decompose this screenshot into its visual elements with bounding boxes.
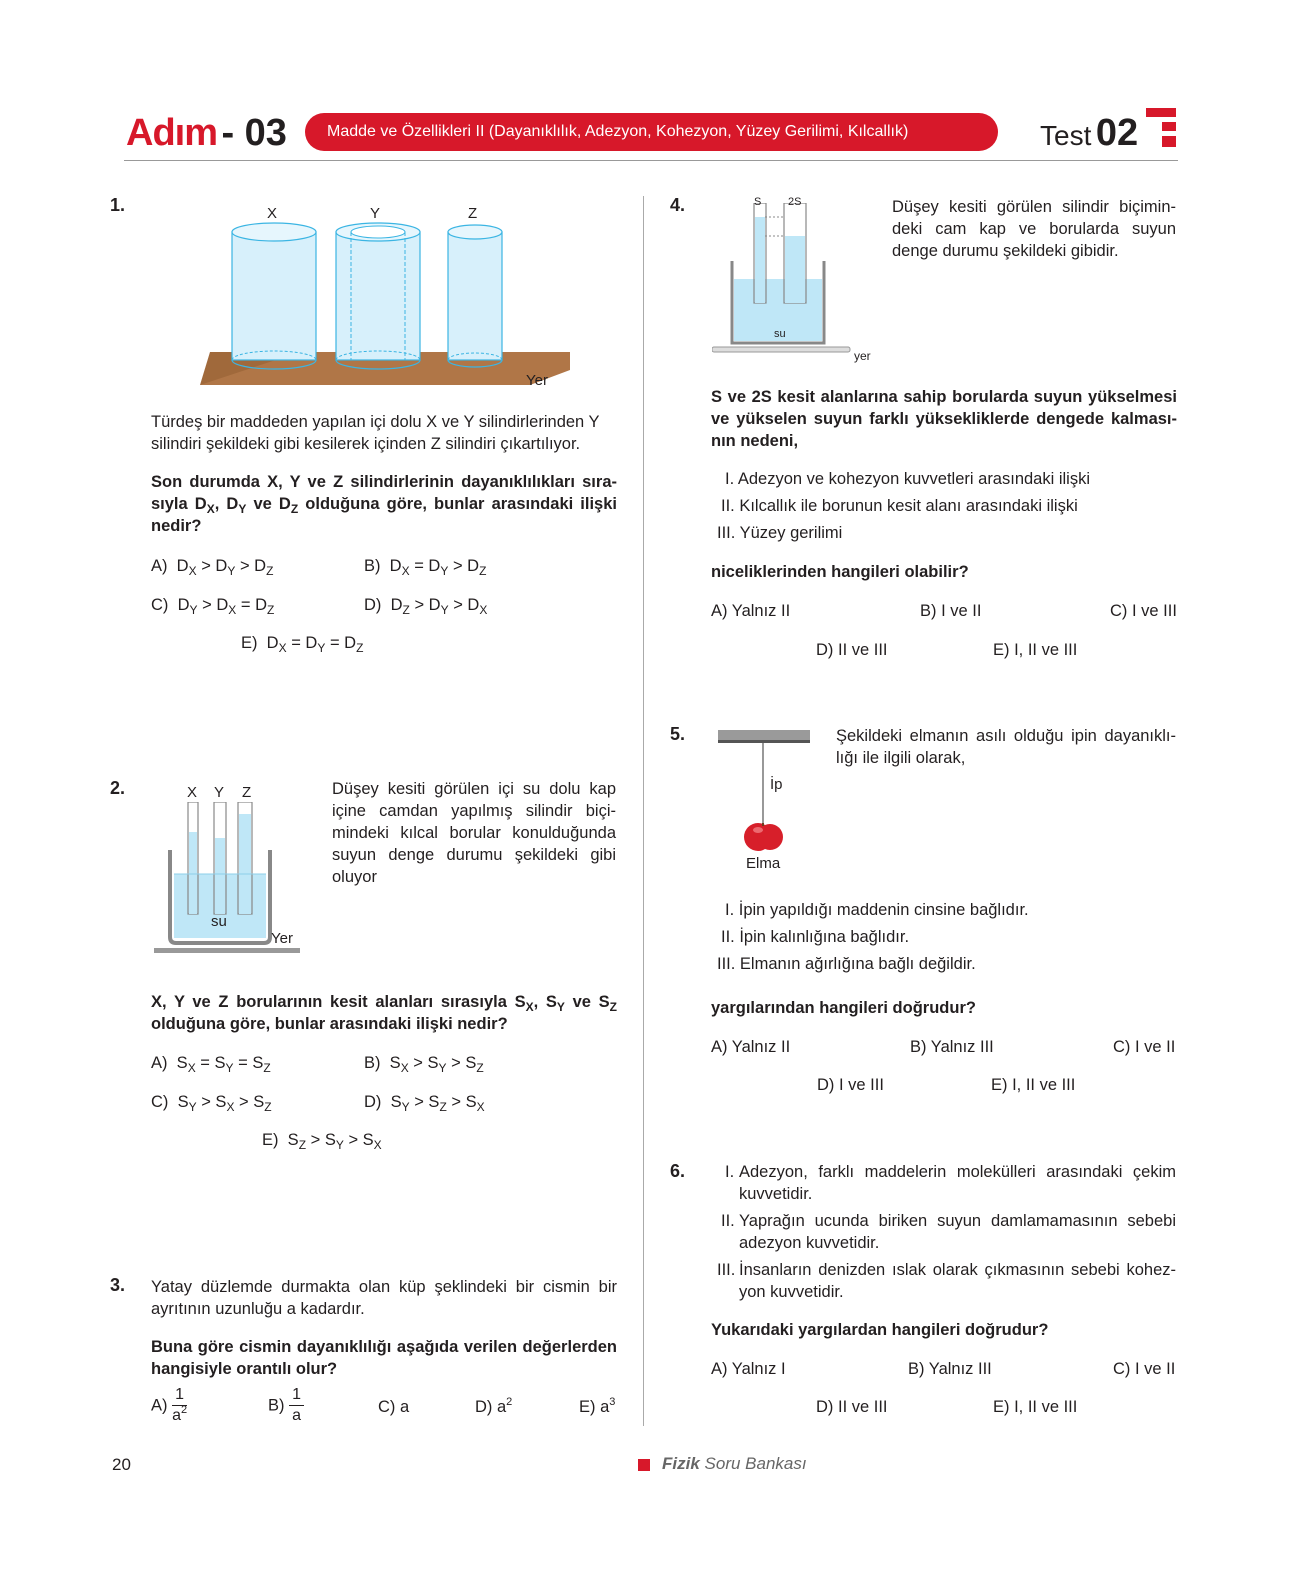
option-b[interactable]: B) $S_X > S_Y > S_Z$ [364, 1054, 484, 1075]
question-prompt-2: niceliklerinden hangileri olabilir? [711, 563, 969, 581]
question-4 [670, 195, 1180, 675]
topic-title: Madde ve Özellikleri II (Dayanıklılık, Adezyon, Kohezyon, Yüzey Gerilimi, Kılcallık) [327, 123, 909, 140]
page-header [0, 0, 1303, 170]
apple-label: Elma [746, 855, 781, 872]
option-c[interactable]: C) I ve III [1110, 602, 1177, 620]
water-label: su [211, 913, 227, 930]
topic-banner [305, 113, 998, 151]
question-text: Düşey kesiti görülen içi su dolu kap içine camdan yapılmış silindir biçi- mindeki kılcal borular konulduğunda suyun denge durumu şekildeki gibi oluyor [332, 780, 616, 886]
question-number: 6. [670, 1161, 686, 1181]
option-a[interactable]: A) Yalnız II [711, 602, 791, 620]
cylinder-z [448, 225, 502, 367]
tube-label-y: Y [214, 784, 225, 801]
statement-2-num: II. [721, 1212, 735, 1230]
tube-label-2s: 2S [788, 196, 802, 208]
option-e[interactable]: E) I, II ve III [993, 641, 1078, 659]
tube-label-x: X [187, 784, 198, 801]
test-number: 02 [1095, 112, 1139, 154]
question-number: 2. [110, 778, 126, 798]
brand-name: Adım [126, 112, 217, 154]
option-d[interactable]: D) $S_Y > S_Z > S_X$ [364, 1093, 485, 1114]
option-b[interactable]: B) Yalnız III [908, 1360, 992, 1378]
option-a[interactable]: A) Yalnız II [711, 1038, 791, 1056]
cylinders-figure [200, 200, 570, 400]
label-ground: Yer [526, 372, 548, 389]
question-6 [670, 1161, 1180, 1431]
statement-1-num: I. [725, 1163, 735, 1181]
test-label: Test [1040, 120, 1092, 151]
label-z: Z [468, 205, 478, 222]
statement-2: II. İpin kalınlığına bağlıdır. [721, 928, 910, 946]
question-3 [110, 1275, 620, 1435]
question-prompt: yargılarından hangileri doğrudur? [711, 999, 976, 1017]
option-b[interactable]: B) Yalnız III [910, 1038, 994, 1056]
question-prompt: Son durumda X, Y ve Z silindirlerinin dayanıklılıkları sıra- sıyla $D_X$, $D_Y$ ve $D_Z$ olduğuna göre, bunlar arasındaki ilişki nedir? [151, 473, 617, 535]
option-d[interactable]: D) II ve III [816, 641, 888, 659]
question-prompt: X, Y ve Z borularının kesit alanları sırasıyla $S_X$, $S_Y$ ve $S_Z$ olduğuna göre, bunlar arasındaki ilişki nedir? [151, 993, 617, 1033]
option-a[interactable]: A) $D_X > D_Y > D_Z$ [151, 557, 274, 578]
tube-label-z: Z [242, 784, 252, 801]
statement-1: I. İpin yapıldığı maddenin cinsine bağlıdır. [725, 901, 1029, 919]
option-a[interactable]: A) $S_X = S_Y = S_Z$ [151, 1054, 271, 1075]
question-text: Düşey kesiti görülen silindir biçimin- deki cam kap ve borularda suyun denge durumu şekildeki gibidir. [892, 198, 1176, 260]
option-b[interactable]: B) $D_X = D_Y > D_Z$ [364, 557, 487, 578]
cylinder-x [232, 223, 316, 369]
option-e[interactable]: E) $D_X = D_Y = D_Z$ [241, 634, 364, 655]
option-d[interactable]: D) $D_Z > D_Y > D_X$ [364, 596, 488, 617]
option-b[interactable]: B) $\frac{1}{a}$ [268, 1385, 304, 1426]
option-b[interactable]: B) I ve II [920, 602, 982, 620]
statement-3: III. Elmanın ağırlığına bağlı değildir. [717, 955, 976, 973]
brand-logo [126, 112, 287, 156]
tube-label-s: S [754, 196, 762, 208]
option-e[interactable]: E) $S_Z > S_Y > S_X$ [262, 1131, 382, 1152]
water-label: su [774, 328, 786, 340]
test-label-block [1040, 112, 1138, 155]
question-text: Türdeş bir maddeden yapılan içi dolu X ve Y silindirlerinden Y silindiri şekildeki gibi kesilerek içinden Z silindiri çıkartılıyor. [151, 413, 600, 453]
ground-label: yer [854, 349, 871, 363]
question-prompt: Buna göre cismin dayanıklılığı aşağıda verilen değerlerden hangisiyle orantılı olur? [151, 1338, 617, 1378]
option-d[interactable]: D) I ve III [817, 1076, 884, 1094]
option-a[interactable]: A) Yalnız I [711, 1360, 786, 1378]
label-y: Y [370, 205, 381, 222]
statement-2: II. Kılcallık ile borunun kesit alanı arasındaki ilişki [721, 497, 1078, 515]
option-e[interactable]: E) I, II ve III [991, 1076, 1076, 1094]
question-text: Şekildeki elmanın asılı olduğu ipin dayanıklı- lığı ile ilgili olarak, [836, 727, 1176, 767]
option-d[interactable]: D) $a^2$ [475, 1396, 513, 1416]
rope-label: İp [770, 776, 783, 793]
footer-book: Soru Bankası [704, 1454, 807, 1473]
statement-1: I. Adezyon ve kohezyon kuvvetleri arasındaki ilişki [725, 470, 1091, 488]
tubes-figure [712, 203, 862, 358]
option-c[interactable]: C) $D_Y > D_X = D_Z$ [151, 596, 275, 617]
cylinder-y [336, 223, 420, 369]
statement-2: Yaprağın ucunda biriken suyun damlamamasının sebebi adezyon kuvvetidir. [739, 1212, 1176, 1252]
question-1 [110, 195, 620, 675]
option-a[interactable]: A) $\frac{1}{a^2}$ [151, 1386, 188, 1424]
option-d[interactable]: D) II ve III [816, 1398, 888, 1416]
apple-figure [718, 730, 813, 860]
label-x: X [267, 205, 278, 222]
page-number: 20 [112, 1455, 131, 1474]
page-footer [0, 1450, 1303, 1490]
unit-number: - 03 [221, 112, 287, 154]
option-e[interactable]: E) I, II ve III [993, 1398, 1078, 1416]
question-number: 5. [670, 724, 686, 744]
option-c[interactable]: C) $S_Y > S_X > S_Z$ [151, 1093, 272, 1114]
question-number: 3. [110, 1275, 126, 1295]
question-number: 1. [110, 195, 126, 215]
test-logo-icon [1146, 108, 1178, 150]
option-e[interactable]: E) $a^3$ [579, 1396, 616, 1416]
question-prompt: S ve 2S kesit alanlarına sahip borularda suyun yükselmesi ve yükselen suyun farklı yüksekliklerde dengede kalması- nın nedeni, [711, 388, 1177, 450]
column-divider [643, 196, 644, 1426]
statement-3: III. Yüzey gerilimi [717, 524, 843, 542]
question-5 [670, 724, 1180, 1104]
footer-square-icon [638, 1459, 650, 1471]
question-text: Yatay düzlemde durmakta olan küp şeklindeki bir cismin bir ayrıtının uzunluğu a kadardır. [151, 1278, 617, 1318]
option-c[interactable]: C) a [378, 1398, 410, 1416]
option-c[interactable]: C) I ve II [1113, 1038, 1176, 1056]
question-2 [110, 778, 620, 1158]
footer-subject: Fizik [662, 1454, 700, 1473]
question-number: 4. [670, 195, 686, 215]
statement-3-num: III. [717, 1261, 736, 1279]
footer-book-title [662, 1454, 807, 1474]
header-rule [124, 160, 1178, 161]
question-prompt: Yukarıdaki yargılardan hangileri doğrudur? [711, 1321, 1049, 1339]
statement-1: Adezyon, farklı maddelerin molekülleri arasındaki çekim kuvvetidir. [739, 1163, 1176, 1203]
statement-3: İnsanların denizden ıslak olarak çıkmasının sebebi kohez- yon kuvvetidir. [739, 1261, 1176, 1301]
ground-label: Yer [271, 930, 293, 947]
option-c[interactable]: C) I ve II [1113, 1360, 1176, 1378]
